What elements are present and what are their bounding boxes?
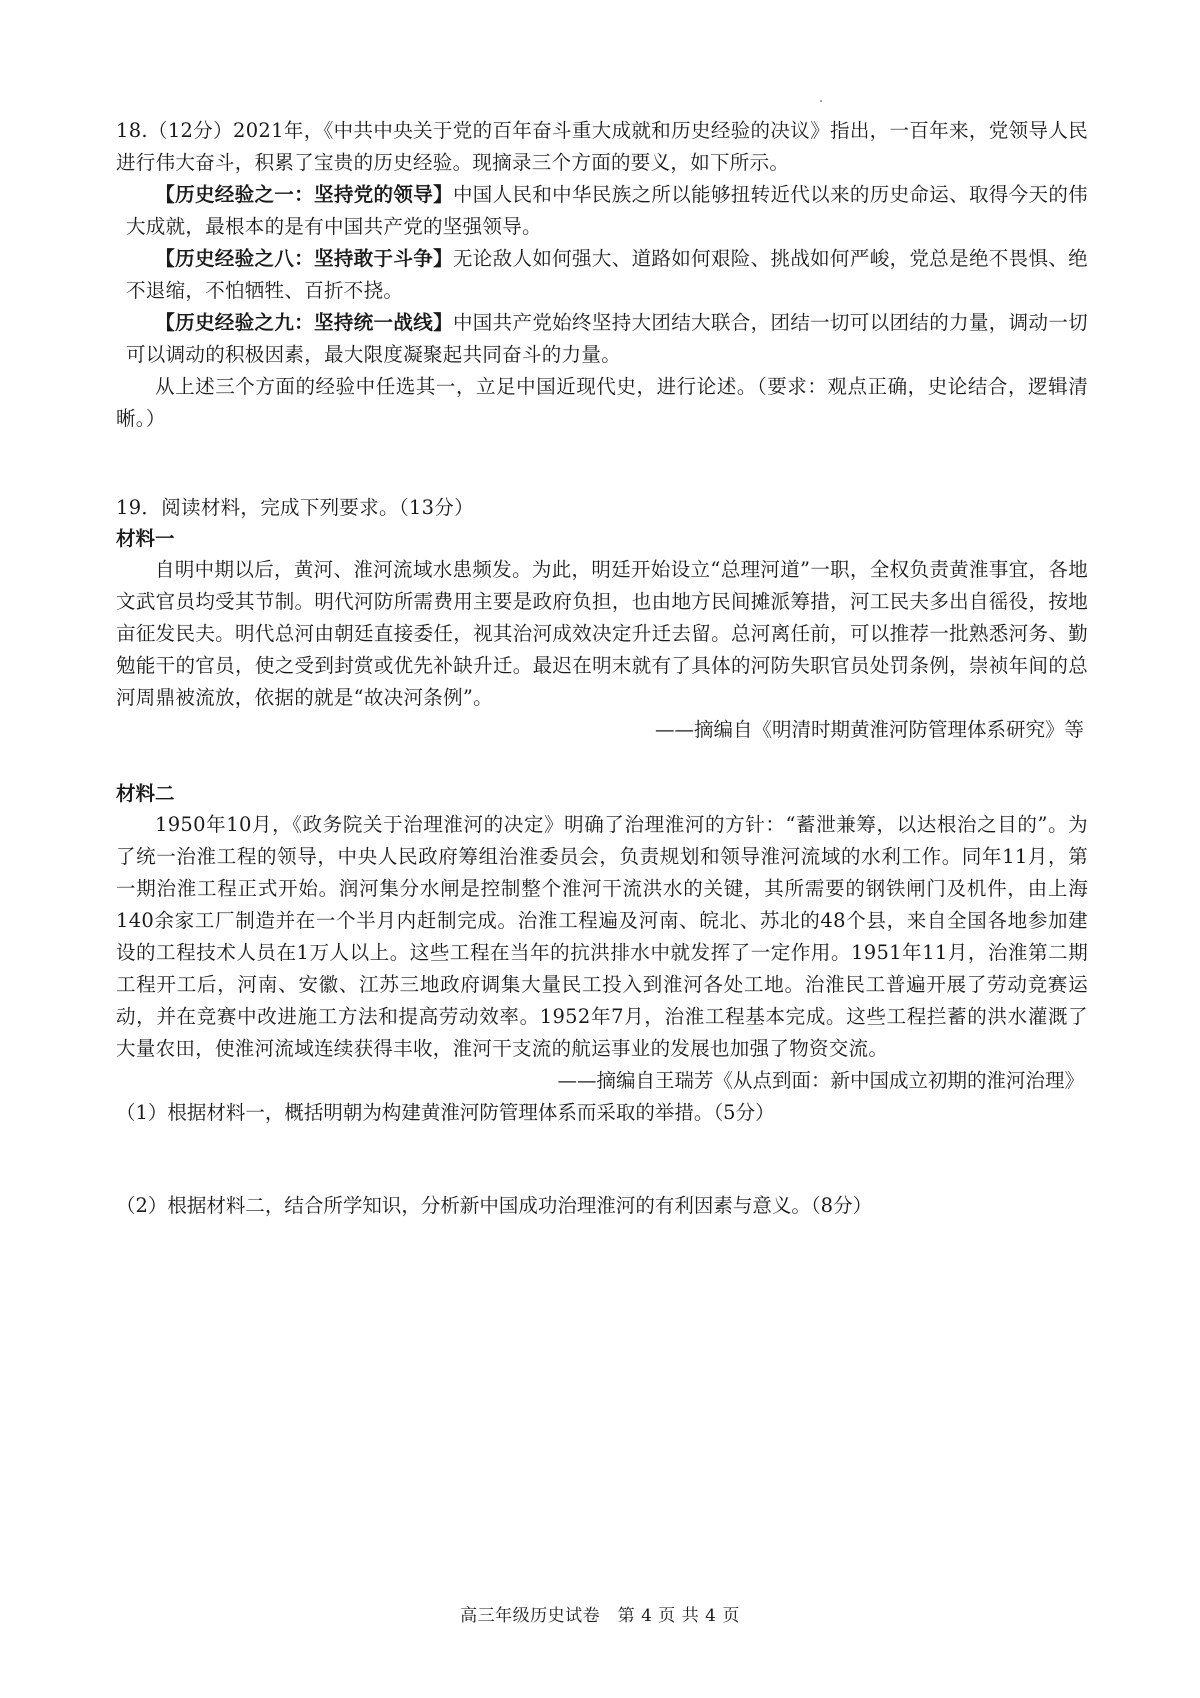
q19-subquestion-1: （1）根据材料一，概括明朝为构建黄淮河防管理体系而采取的举措。（5分）	[116, 1101, 775, 1124]
q19-subquestion-2-block	[116, 1190, 1088, 1222]
q18-experience-1-text: 中国人民和中华民族之所以能够扭转近代以来的历史命运、取得今天的伟大成就，最根本的是有中国共产党的坚强领导。	[126, 183, 1088, 238]
material-2-source: ——摘编自王瑞芳《从点到面：新中国成立初期的淮河治理》	[557, 1069, 1084, 1092]
q18-experience-8-text: 无论敌人如何强大、道路如何艰险、挑战如何严峻，党总是绝不畏惧、绝不退缩，不怕牺牲、百折不挠。	[126, 247, 1088, 302]
scan-speck	[820, 100, 822, 102]
q18-experience-9-text: 中国共产党始终坚持大团结大联合，团结一切可以团结的力量，调动一切可以调动的积极因素，最大限度凝聚起共同奋斗的力量。	[126, 311, 1088, 366]
page-footer: 高三年级历史试卷 第 4 页 共 4 页	[460, 1606, 740, 1626]
q18-experience-9	[116, 307, 1088, 371]
q19-intro: 19．阅读材料，完成下列要求。（13分）	[116, 496, 474, 519]
material-1-text: 自明中期以后，黄河、淮河流域水患频发。为此，明廷开始设立“总理河道”一职，全权负责黄淮事宜，各地文武官员均受其节制。明代河防所需费用主要是政府负担，也由地方民间摊派筹措，河工民夫多出自徭役，按地亩征发民夫。明代总河由朝廷直接委任，视其治河成效决定升迁去留。总河离任前，可以推荐一批熟悉河务、勤勉能干的官员，使之受到封赏或优先补缺升迁。最迟在明末就有了具体的河防失职官员处罚条例，崇祯年间的总河周鼎被流放，依据的就是“故决河条例”。	[116, 558, 1088, 709]
q18-experience-1	[116, 179, 1088, 243]
question-19	[116, 492, 1088, 746]
material-2-text: 1950年10月，《政务院关于治理淮河的决定》明确了治理淮河的方针：“蓄泄兼筹，以达根治之目的”。为了统一治淮工程的领导，中央人民政府筹组治淮委员会，负责规划和领导淮河流域的水利工作。同年11月，第一期治淮工程正式开始。润河集分水闸是控制整个淮河干流洪水的关键，其所需要的钢铁闸门及机件，由上海140余家工厂制造并在一个半月内赶制完成。治淮工程遍及河南、皖北、苏北的48个县，来自全国各地参加建设的工程技术人员在1万人以上。这些工程在当年的抗洪排水中就发挥了一定作用。1951年11月，治淮第二期工程开工后，河南、安徽、江苏三地政府调集大量民工投入到淮河各处工地。治淮民工普遍开展了劳动竞赛运动，并在竞赛中改进施工方法和提高劳动效率。1952年7月，治淮工程基本完成。这些工程拦蓄的洪水灌溉了大量农田，使淮河流域连续获得丰收，淮河干支流的航运事业的发展也加强了物资交流。	[116, 813, 1088, 1060]
question-19-material-2	[116, 779, 1088, 1129]
q19-subquestion-2: （2）根据材料二，结合所学知识，分析新中国成功治理淮河的有利因素与意义。（8分）	[116, 1194, 873, 1217]
q18-experience-8-title: 【历史经验之八：坚持敢于斗争】	[155, 247, 453, 270]
material-1-heading: 材料一	[116, 527, 175, 550]
q18-experience-9-title: 【历史经验之九：坚持统一战线】	[155, 311, 453, 334]
q18-task: 从上述三个方面的经验中任选其一，立足中国近现代史，进行论述。（要求：观点正确，史论结合，逻辑清晰。）	[116, 375, 1088, 430]
material-1-source: ——摘编自《明清时期黄淮河防管理体系研究》等	[654, 718, 1084, 741]
q18-intro: 18.（12分）2021年，《中共中央关于党的百年奋斗重大成就和历史经验的决议》指出，一百年来，党领导人民进行伟大奋斗，积累了宝贵的历史经验。现摘录三个方面的要义，如下所示。	[116, 119, 1088, 174]
q18-experience-8	[116, 243, 1088, 307]
q18-experience-1-title: 【历史经验之一：坚持党的领导】	[155, 183, 453, 206]
material-2-heading: 材料二	[116, 782, 175, 805]
question-18	[116, 115, 1088, 435]
